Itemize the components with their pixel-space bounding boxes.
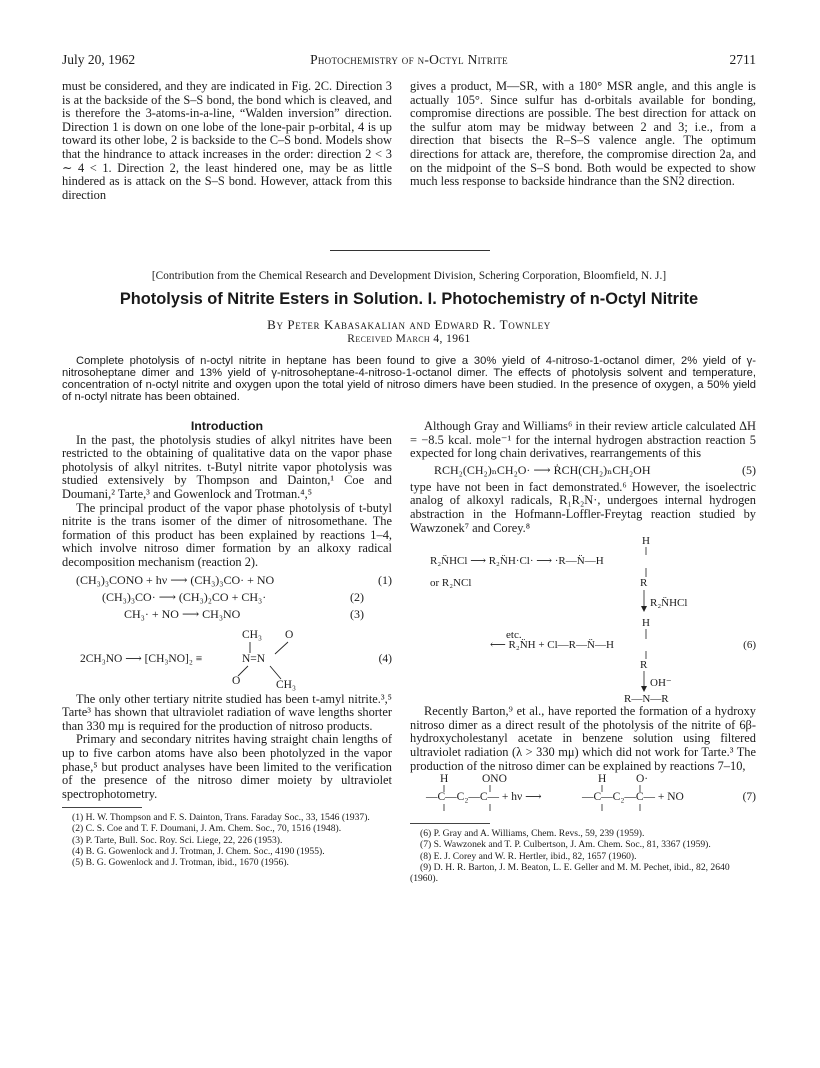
equation-3-text: CH₃· + NO ⟶ CH₃NO	[124, 606, 241, 621]
equation-1	[62, 574, 392, 591]
right-paragraph-3: Recently Barton,⁹ et al., have reported the formation of a hydroxy nitroso dimer as a direct result of the photolysis of the nitrite of 6β-hydroxycholestanyl acetate in benzene solution using filtered ultraviolet radiation (λ > 330 mμ) which did not work for Tarte.³ The production of the nitroso dimer can be explained by reactions 7–10,	[410, 704, 756, 773]
header-date: July 20, 1962	[62, 52, 136, 67]
scheme-number: (6)	[743, 639, 756, 652]
equation-4	[62, 625, 392, 693]
equation-2-number: (2)	[350, 589, 364, 604]
section-divider	[330, 250, 490, 251]
footnote-rule	[62, 807, 142, 808]
equation-5-text: RCH₂(CH₂)ₙCH₂O· ⟶ ṘCH(CH₂)ₙCH₂OH	[434, 462, 651, 477]
contribution-line: [Contribution from the Chemical Research and Development Division, Schering Corporation, Bloomfield, N. J.]	[151, 270, 667, 282]
scheme-row-1: R₂N̈HCl ⟶ R₂N̈H·Cl· ⟶ ·R—N̈—H	[430, 555, 604, 568]
left-column	[62, 420, 392, 868]
eq7-lhs: —C—C₂—C— + hν ⟶	[426, 791, 542, 804]
footnote-1: (1) H. W. Thompson and F. S. Dainton, Trans. Faraday Soc., 33, 1546 (1937).	[72, 812, 370, 824]
equation-2-text: (CH₃)₃CO· ⟶ (CH₃)₂CO + CH₃·	[102, 589, 267, 604]
eq7-bonds	[410, 773, 756, 817]
equation-4-bottom-o: O	[232, 674, 241, 687]
top-left-column	[62, 80, 392, 202]
abstract	[62, 356, 756, 404]
footnote-8: (8) E. J. Corey and W. R. Hertler, ibid., 82, 1657 (1960).	[420, 850, 637, 862]
footnote-3: (3) P. Tarte, Bull. Soc. Roy. Sci. Liege, 22, 226 (1953).	[72, 834, 283, 846]
eq7-h1: H	[440, 773, 449, 786]
right-column	[410, 420, 756, 884]
equation-5	[410, 464, 756, 481]
equation-4-n-n: N=N	[242, 652, 266, 665]
equation-2	[62, 591, 392, 608]
equation-1-text: (CH₃)₃CONO + hν ⟶ (CH₃)₃CO· + NO	[76, 572, 275, 587]
eq7-o: O·	[636, 773, 649, 786]
equation-4-number: (4)	[378, 652, 392, 665]
section-heading-introduction: Introduction	[190, 419, 264, 433]
right-paragraph-2: type have not been in fact demonstrated.⁶ However, the isoelectric analog of alkoxyl radicals, R₁R₂N·, undergoes internal hydrogen abstraction in the Hofmann-Loffler-Freytag reaction studied by Wawzonek⁷ and Corey.⁸	[410, 479, 756, 535]
equation-3-number: (3)	[350, 606, 364, 621]
top-left-text: must be considered, and they are indicated in Fig. 2C. Direction 3 is at the backside of the S–S bond, the bond which is cleaved, and is therefore the 3-atoms-in-a-line, “Walden inversion” direction. Direction 1 is down on one lobe of the lone-pair p-orbital, 4 is up toward its other lobe, 2 is backside to the C–S bond. Models show that the hindrance to attack increases in the order: direction 2 < 3 ∼ 4 < 1. Direction 2, the least hindered one, may be as little hindered as is attack on the S–S bond. However, attack from this direction	[62, 79, 392, 202]
footnotes-left	[62, 812, 392, 868]
intro-paragraph-3: The only other tertiary nitrite studied has been t-amyl nitrite.³,⁵ Tarte³ has shown that ultraviolet radiation of wave lengths shorter than 330 mμ is required for the production of nitroso products.	[62, 691, 392, 733]
equation-4-top-ch3: CH₃	[242, 628, 262, 641]
scheme-arrows	[410, 535, 756, 705]
eq7-rhs: —C—C₂—C— + NO	[582, 791, 684, 804]
footnote-rule-right	[410, 823, 490, 824]
footnote-7: (7) S. Wawzonek and T. P. Culbertson, J. Am. Chem. Soc., 81, 3367 (1959).	[420, 839, 711, 851]
equation-4-bonds	[62, 625, 392, 693]
equation-4-lhs: 2CH₃NO ⟶ [CH₃NO]₂ ≡	[80, 652, 203, 665]
scheme-etc: etc.	[506, 629, 522, 642]
footnote-6: (6) P. Gray and A. Williams, Chem. Revs., 59, 239 (1959).	[420, 828, 645, 840]
equation-5-number: (5)	[742, 462, 756, 477]
equation-1-number: (1)	[378, 572, 392, 587]
footnote-5: (5) B. G. Gowenlock and J. Trotman, ibid., 1670 (1956).	[72, 857, 289, 869]
reaction-scheme-6	[410, 535, 756, 705]
equation-4-bottom-ch3: CH₃	[276, 678, 296, 691]
footnotes-right	[410, 828, 756, 884]
eq7-h2: H	[598, 773, 607, 786]
header-page-number: 2711	[729, 52, 756, 67]
scheme-oh: OH⁻	[650, 677, 672, 690]
scheme-reagent: R₂N̈HCl	[650, 597, 688, 610]
abstract-text: Complete photolysis of n-octyl nitrite in heptane has been found to give a 30% yield of 4-nitroso-1-octanol dimer, 2% yield of γ-nitrosoheptane dimer and 13% yield of γ-nitrosoheptane-4-nitroso-1-octanol dimer. The effects of photolysis solvent and temperature, concentration of n-octyl nitrite and oxygen upon the total yield of nitroso dimers have been studied. In the presence of oxygen, a 50% yield of n-octyl nitrate has been obtained.	[62, 355, 756, 403]
intro-paragraph-4: Primary and secondary nitrites having straight chain lengths of up to five carbon atoms have also been photolyzed in the vapor phase,⁵ but product analyses have been limited to the verification of the presence of the nitroso dimer moiety by ultraviolet spectrophotometry.	[62, 732, 392, 801]
intro-paragraph-1: In the past, the photolysis studies of alkyl nitrites have been restricted to the obtaining of qualitative data on the vapor phase photolysis of alkyl nitrites. t-Butyl nitrite vapor photolysis was studied extensively by Thompson and Dainton,¹ Coe and Doumani,² Tarte,³ and Gowenlock and Trotman.⁴,⁵	[62, 432, 392, 501]
footnote-9: (9) D. H. R. Barton, J. M. Beaton, L. E. Geller and M. M. Pechet, ibid., 82, 2640 (1960).	[410, 861, 730, 884]
running-header	[62, 52, 756, 70]
scheme-h-mid: H	[642, 617, 650, 630]
received-date: Received March 4, 1961	[347, 333, 471, 345]
header-running-title: Photochemistry of n-Octyl Nitrite	[310, 52, 508, 67]
scheme-r-low: R	[640, 659, 648, 672]
scheme-or: or R₂NCl	[430, 577, 472, 590]
equation-4-top-o: O	[285, 628, 294, 641]
equation-3	[62, 608, 392, 625]
eq7-ono: ONO	[482, 773, 507, 786]
footnote-2: (2) C. S. Coe and T. F. Doumani, J. Am. Chem. Soc., 70, 1516 (1948).	[72, 823, 342, 835]
scheme-h-top: H	[642, 535, 650, 548]
right-paragraph-1: Although Gray and Williams⁶ in their review article calculated ΔH = −8.5 kcal. mole⁻¹ for the internal hydrogen abstraction reaction 5 expected for long chain derivatives, rearrangements of this	[410, 419, 756, 461]
top-right-text: gives a product, M—SR, with a 180° MSR angle, and this angle is actually 105°. Since sulfur has d-orbitals available for bonding, compromise directions are possible. The best direction for attack on the sulfur atom may be midway between 2 and 3; i.e., from a direction that bisects the R–S–S valence angle. The optimum directions for attack are, therefore, the compromise direction 2a, and on the midpoint of the S–S bond. Both would be expected to show much less response to backside hindrance than the SN2 direction.	[410, 79, 756, 189]
scheme-ring: R—N—R	[624, 693, 669, 706]
top-right-column	[410, 80, 756, 189]
article-title: Photolysis of Nitrite Esters in Solution. I. Photochemistry of n-Octyl Nitrite	[119, 290, 699, 308]
eq7-number: (7)	[742, 791, 756, 804]
scheme-r-mid: R	[640, 577, 648, 590]
footnote-4: (4) B. G. Gowenlock and J. Trotman, J. Chem. Soc., 4190 (1955).	[72, 845, 325, 857]
scheme-row-2: ⟵ R₂N̈H + Cl—R—N̈—H	[490, 639, 614, 652]
equation-7	[410, 773, 756, 817]
intro-paragraph-2: The principal product of the vapor phase photolysis of t-butyl nitrite is the trans isomer of the dimer of nitrosomethane. The formation of this product has been explained by reactions 1–4, which involve nitroso dimer formation by an alkoxy radical decomposition mechanism (reaction 2).	[62, 500, 392, 569]
byline: By Peter Kabasakalian and Edward R. Townley	[267, 317, 551, 332]
